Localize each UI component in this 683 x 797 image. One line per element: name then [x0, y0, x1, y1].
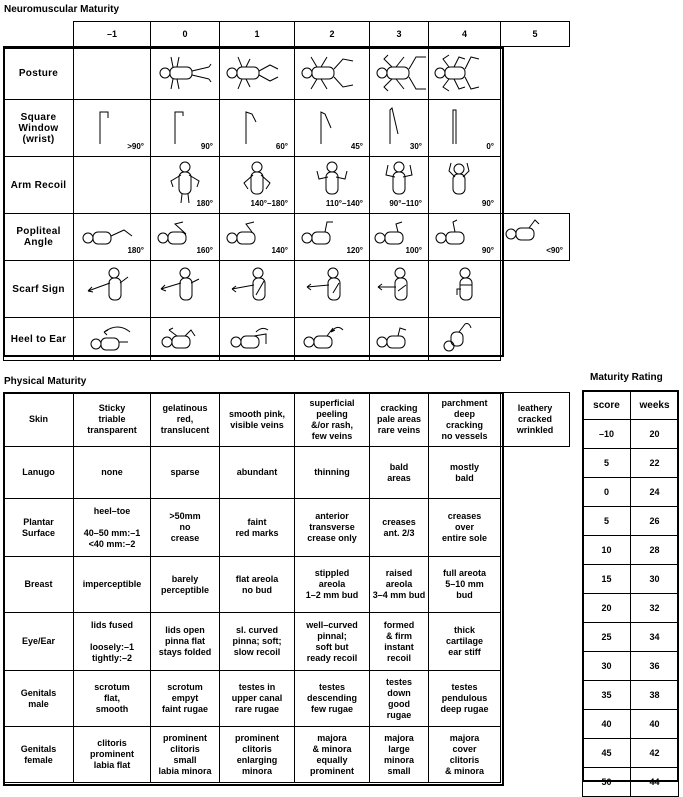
heel-to-ear-cell — [74, 318, 151, 361]
score-header: 1 — [220, 22, 295, 47]
lanugo-cell: thinning — [295, 447, 370, 499]
row-label-breast: Breast — [4, 557, 74, 613]
score-column-header: score — [583, 391, 631, 420]
scarf-sign-cell-empty — [501, 261, 570, 318]
heel-to-ear-cell — [151, 318, 220, 361]
heel-to-ear-icon — [295, 318, 370, 360]
popliteal-cell — [429, 214, 501, 261]
heel-to-ear-icon — [429, 318, 501, 360]
genitals-female-cell: majora cover clitoris & minora — [429, 727, 501, 783]
arm-recoil-value: 180° — [196, 199, 213, 208]
popliteal-value: 180° — [127, 246, 144, 255]
row-label-heel-to-ear: Heel to Ear — [4, 318, 74, 361]
scarf-sign-icon — [220, 261, 295, 317]
eye-ear-cell: lids fused loosely:–1 tightly:–2 — [74, 613, 151, 671]
square-window-cell-empty — [501, 100, 570, 157]
square-window-value: >90° — [127, 142, 144, 151]
scarf-sign-icon — [74, 261, 151, 317]
eye-ear-cell: thick cartilage ear stiff — [429, 613, 501, 671]
arm-recoil-cell — [220, 157, 295, 214]
posture-cell — [429, 47, 501, 100]
rating-score: 35 — [583, 681, 631, 710]
rating-score: 20 — [583, 594, 631, 623]
genitals-male-cell: testes down good rugae — [370, 671, 429, 727]
popliteal-value: 160° — [196, 246, 213, 255]
row-label-square-window: Square Window (wrist) — [4, 100, 74, 157]
scarf-sign-cell — [370, 261, 429, 318]
plantar-cell: creases over entire sole — [429, 499, 501, 557]
skin-cell: Sticky triable transparent — [74, 393, 151, 447]
square-window-value: 0° — [486, 142, 494, 151]
plantar-cell: anterior transverse crease only — [295, 499, 370, 557]
physical-title: Physical Maturity — [4, 376, 87, 387]
arm-recoil-cell — [295, 157, 370, 214]
header-empty — [4, 22, 74, 47]
genitals-female-cell: prominent clitoris enlarging minora — [220, 727, 295, 783]
physical-table — [3, 392, 570, 783]
popliteal-value: 100° — [405, 246, 422, 255]
scarf-sign-icon — [429, 261, 501, 317]
posture-cell — [74, 47, 151, 100]
arm-recoil-cell-empty — [501, 157, 570, 214]
popliteal-cell — [295, 214, 370, 261]
posture-cell-empty — [501, 47, 570, 100]
genitals-male-cell: testes in upper canal rare rugae — [220, 671, 295, 727]
neuromuscular-title: Neuromuscular Maturity — [4, 4, 120, 15]
arm-recoil-value: 110°–140° — [325, 199, 363, 208]
breast-cell: full areota 5–10 mm bud — [429, 557, 501, 613]
scarf-sign-icon — [295, 261, 370, 317]
posture-cell — [220, 47, 295, 100]
weeks-column-header: weeks — [631, 391, 679, 420]
posture-cell — [295, 47, 370, 100]
heel-to-ear-cell — [370, 318, 429, 361]
square-window-cell — [151, 100, 220, 157]
genitals-female-cell: majora & minora equally prominent — [295, 727, 370, 783]
lanugo-cell: bald areas — [370, 447, 429, 499]
score-header: 0 — [151, 22, 220, 47]
square-window-value: 30° — [409, 142, 422, 151]
arm-recoil-cell — [429, 157, 501, 214]
scarf-sign-cell — [429, 261, 501, 318]
rating-weeks: 40 — [631, 710, 679, 739]
row-label-plantar-surface: Plantar Surface — [4, 499, 74, 557]
posture-figure-icon — [151, 47, 228, 99]
breast-cell-empty — [501, 557, 570, 613]
arm-recoil-value: 90°–110° — [389, 199, 422, 208]
rating-score: 10 — [583, 536, 631, 565]
posture-cell — [151, 47, 220, 100]
scarf-sign-cell — [220, 261, 295, 318]
lanugo-cell: abundant — [220, 447, 295, 499]
breast-cell: flat areola no bud — [220, 557, 295, 613]
rating-score: 0 — [583, 478, 631, 507]
popliteal-value: 120° — [346, 246, 363, 255]
skin-cell: smooth pink, visible veins — [220, 393, 295, 447]
maturity-rating-table — [582, 390, 679, 797]
row-label-lanugo: Lanugo — [4, 447, 74, 499]
eye-ear-cell: lids open pinna flat stays folded — [151, 613, 220, 671]
popliteal-cell — [220, 214, 295, 261]
rating-score: 5 — [583, 449, 631, 478]
breast-cell: raised areola 3–4 mm bud — [370, 557, 429, 613]
rating-score: 45 — [583, 739, 631, 768]
arm-recoil-value: 140°–180° — [250, 199, 288, 208]
rating-score: 15 — [583, 565, 631, 594]
popliteal-cell — [74, 214, 151, 261]
genitals-female-cell: majora large minora small — [370, 727, 429, 783]
arm-recoil-cell — [151, 157, 220, 214]
rating-score: 30 — [583, 652, 631, 681]
eye-ear-cell: formed & firm instant recoil — [370, 613, 429, 671]
square-window-cell — [220, 100, 295, 157]
posture-figure-icon — [429, 47, 488, 99]
breast-cell: stippled areola 1–2 mm bud — [295, 557, 370, 613]
genitals-female-cell: clitoris prominent labia flat — [74, 727, 151, 783]
heel-to-ear-icon — [74, 318, 151, 360]
scarf-sign-icon — [370, 261, 429, 317]
plantar-cell: creases ant. 2/3 — [370, 499, 429, 557]
scarf-sign-icon — [151, 261, 220, 317]
rating-score: 50 — [583, 768, 631, 797]
genitals-female-cell-empty — [501, 727, 570, 783]
genitals-male-cell: scrotum flat, smooth — [74, 671, 151, 727]
eye-ear-cell: well–curved pinnal; soft but ready recoil — [295, 613, 370, 671]
lanugo-cell: mostly bald — [429, 447, 501, 499]
rating-weeks: 26 — [631, 507, 679, 536]
rating-score: 5 — [583, 507, 631, 536]
row-label-genitals-male: Genitals male — [4, 671, 74, 727]
square-window-value: 90° — [200, 142, 213, 151]
square-window-cell — [74, 100, 151, 157]
rating-weeks: 42 — [631, 739, 679, 768]
arm-recoil-value: 90° — [481, 199, 494, 208]
breast-cell: barely perceptible — [151, 557, 220, 613]
posture-figure-icon — [220, 47, 289, 99]
popliteal-value: <90° — [546, 246, 563, 255]
square-window-value: 60° — [275, 142, 288, 151]
lanugo-cell: sparse — [151, 447, 220, 499]
rating-weeks: 20 — [631, 420, 679, 449]
rating-weeks: 44 — [631, 768, 679, 797]
maturity-rating-title: Maturity Rating — [590, 372, 663, 383]
plantar-cell: faint red marks — [220, 499, 295, 557]
popliteal-cell — [151, 214, 220, 261]
heel-to-ear-cell — [295, 318, 370, 361]
plantar-cell-empty — [501, 499, 570, 557]
rating-weeks: 32 — [631, 594, 679, 623]
rating-score: 25 — [583, 623, 631, 652]
heel-to-ear-icon — [151, 318, 220, 360]
plantar-cell: heel–toe 40–50 mm:–1 <40 mm:–2 — [74, 499, 151, 557]
heel-to-ear-cell-empty — [501, 318, 570, 361]
eye-ear-cell-empty — [501, 613, 570, 671]
plantar-cell: >50mm no crease — [151, 499, 220, 557]
row-label-scarf-sign: Scarf Sign — [4, 261, 74, 318]
score-header: 2 — [295, 22, 370, 47]
square-window-cell — [295, 100, 370, 157]
genitals-female-cell: prominent clitoris small labia minora — [151, 727, 220, 783]
heel-to-ear-cell — [220, 318, 295, 361]
lanugo-cell: none — [74, 447, 151, 499]
rating-weeks: 24 — [631, 478, 679, 507]
eye-ear-cell: sl. curved pinna; soft; slow recoil — [220, 613, 295, 671]
score-header: 5 — [501, 22, 570, 47]
square-window-cell — [429, 100, 501, 157]
rating-weeks: 22 — [631, 449, 679, 478]
popliteal-cell — [501, 214, 570, 261]
skin-cell: superficial peeling &/or rash, few veins — [295, 393, 370, 447]
skin-cell: gelatinous red, translucent — [151, 393, 220, 447]
arm-recoil-cell — [74, 157, 151, 214]
popliteal-value: 140° — [271, 246, 288, 255]
skin-cell: cracking pale areas rare veins — [370, 393, 429, 447]
scarf-sign-cell — [151, 261, 220, 318]
genitals-male-cell: testes descending few rugae — [295, 671, 370, 727]
row-label-genitals-female: Genitals female — [4, 727, 74, 783]
genitals-male-cell-empty — [501, 671, 570, 727]
scarf-sign-cell — [74, 261, 151, 318]
rating-weeks: 28 — [631, 536, 679, 565]
score-header: 3 — [370, 22, 429, 47]
row-label-arm-recoil: Arm Recoil — [4, 157, 74, 214]
skin-cell: leathery cracked wrinkled — [501, 393, 570, 447]
square-window-value: 45° — [350, 142, 363, 151]
row-label-eye-ear: Eye/Ear — [4, 613, 74, 671]
lanugo-cell-empty — [501, 447, 570, 499]
genitals-male-cell: testes pendulous deep rugae — [429, 671, 501, 727]
rating-score: –10 — [583, 420, 631, 449]
score-header: 4 — [429, 22, 501, 47]
posture-cell — [370, 47, 429, 100]
rating-weeks: 34 — [631, 623, 679, 652]
scarf-sign-cell — [295, 261, 370, 318]
posture-figure-icon — [295, 47, 370, 99]
genitals-male-cell: scrotum empyt faint rugae — [151, 671, 220, 727]
rating-weeks: 30 — [631, 565, 679, 594]
row-label-skin: Skin — [4, 393, 74, 447]
skin-cell: parchment deep cracking no vessels — [429, 393, 501, 447]
rating-score: 40 — [583, 710, 631, 739]
heel-to-ear-cell — [429, 318, 501, 361]
heel-to-ear-icon — [220, 318, 295, 360]
breast-cell: imperceptible — [74, 557, 151, 613]
rating-weeks: 38 — [631, 681, 679, 710]
rating-weeks: 36 — [631, 652, 679, 681]
square-window-cell — [370, 100, 429, 157]
score-header: –1 — [74, 22, 151, 47]
heel-to-ear-icon — [370, 318, 429, 360]
row-label-posture: Posture — [4, 47, 74, 100]
popliteal-cell — [370, 214, 429, 261]
arm-recoil-cell — [370, 157, 429, 214]
row-label-popliteal-angle: Popliteal Angle — [4, 214, 74, 261]
popliteal-value: 90° — [481, 246, 494, 255]
neuromuscular-table — [3, 21, 570, 361]
